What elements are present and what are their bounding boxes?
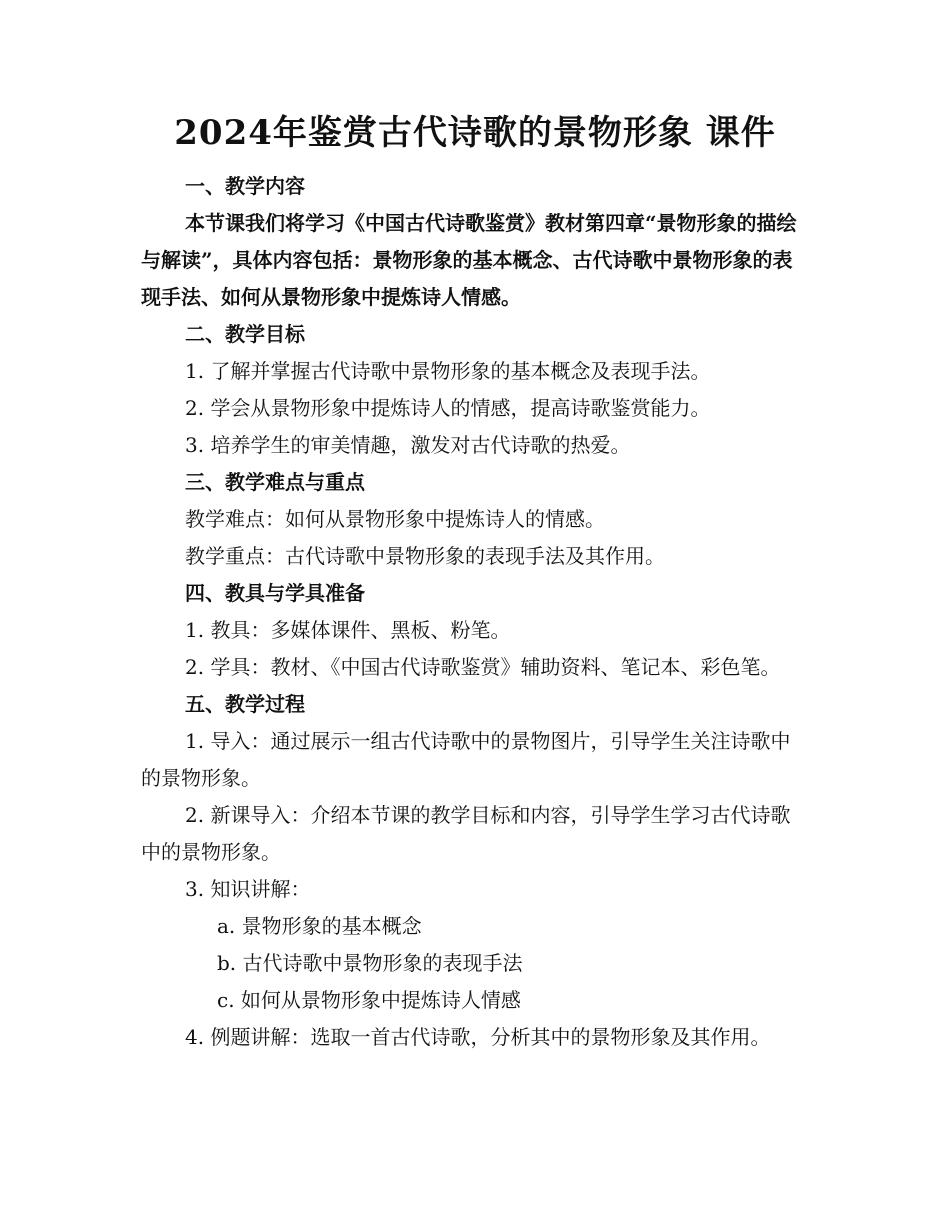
document-body: [141, 168, 806, 1056]
section-heading-teaching-content: 一、教学内容: [185, 174, 305, 198]
focus-item: 教学重点：古代诗歌中景物形象的表现手法及其作用。: [185, 544, 665, 568]
process-item-1: 1. 导入：通过展示一组古代诗歌中的景物图片，引导学生关注诗歌中的景物形象。: [141, 729, 791, 790]
teaching-content-paragraph: 本节课我们将学习《中国古代诗歌鉴赏》教材第四章“景物形象的描绘与解读”，具体内容包括：景物形象的基本概念、古代诗歌中景物形象的表现手法、如何从景物形象中提炼诗人情感。: [141, 211, 797, 309]
document-title: 2024年鉴赏古代诗歌的景物形象 课件: [174, 113, 776, 153]
goal-item-1: 1. 了解并掌握古代诗歌中景物形象的基本概念及表现手法。: [185, 359, 711, 383]
process-item-3: 3. 知识讲解：: [185, 877, 311, 901]
process-subitem-a: a. 景物形象的基本概念: [217, 914, 422, 938]
difficulty-item: 教学难点：如何从景物形象中提炼诗人的情感。: [185, 507, 605, 531]
process-subitem-c: c. 如何从景物形象中提炼诗人情感: [217, 988, 521, 1012]
section-heading-teaching-goals: 二、教学目标: [185, 322, 305, 346]
goal-item-2: 2. 学会从景物形象中提炼诗人的情感，提高诗歌鉴赏能力。: [185, 396, 711, 420]
section-heading-teaching-aids: 四、教具与学具准备: [185, 581, 365, 605]
process-item-4: 4. 例题讲解：选取一首古代诗歌，分析其中的景物形象及其作用。: [185, 1025, 771, 1049]
process-subitem-b: b. 古代诗歌中景物形象的表现手法: [217, 951, 523, 975]
goal-item-3: 3. 培养学生的审美情趣，激发对古代诗歌的热爱。: [185, 433, 631, 457]
section-heading-difficulties-focus: 三、教学难点与重点: [185, 470, 365, 494]
process-item-2: 2. 新课导入：介绍本节课的教学目标和内容，引导学生学习古代诗歌中的景物形象。: [141, 803, 791, 864]
section-heading-teaching-process: 五、教学过程: [185, 692, 305, 716]
aids-item-2: 2. 学具：教材、《中国古代诗歌鉴赏》辅助资料、笔记本、彩色笔。: [185, 655, 781, 679]
aids-item-1: 1. 教具：多媒体课件、黑板、粉笔。: [185, 618, 511, 642]
